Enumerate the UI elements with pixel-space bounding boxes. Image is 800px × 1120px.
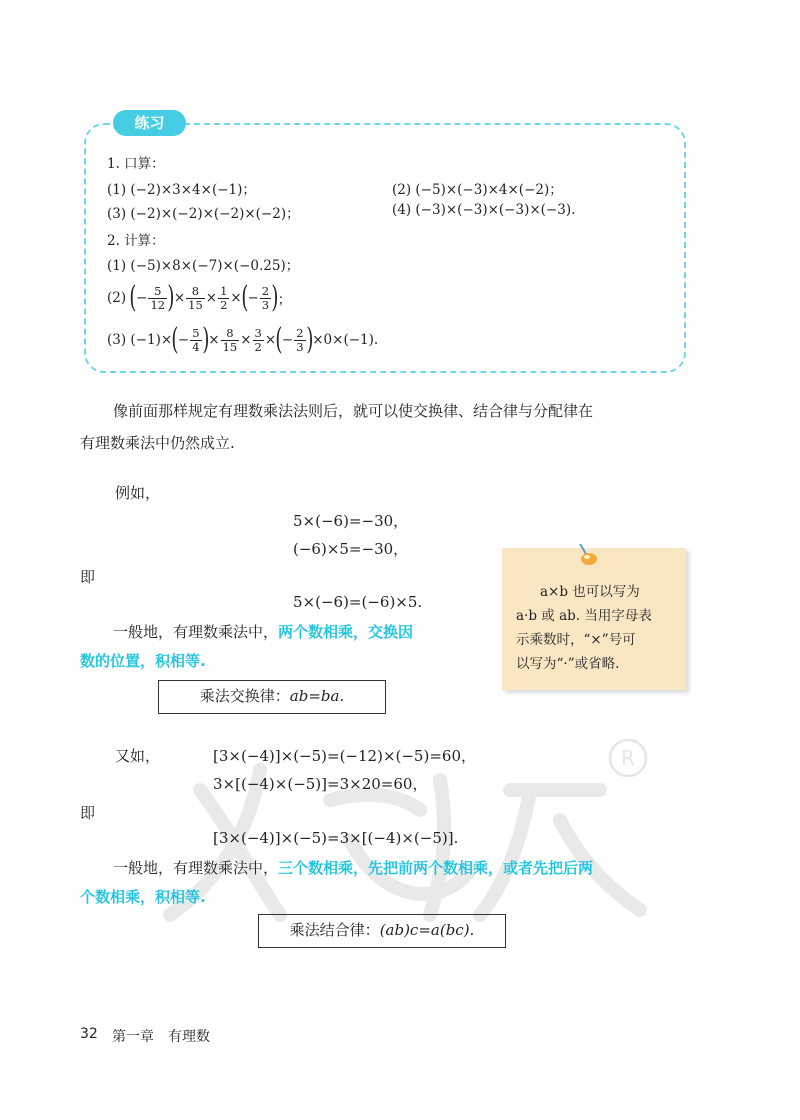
note-line: 以写为“·”或省略. (516, 656, 620, 672)
associative-law-box: 乘法结合律：(ab)c=a(bc). (258, 914, 506, 948)
fraction: $\frac{5}{12}$ (150, 284, 166, 312)
example-label: 又如， (115, 747, 161, 765)
q1-item-1: (1) (−2)×3×4×(−1)； (107, 182, 256, 198)
equation: 5×(−6)=(−6)×5. (293, 593, 423, 611)
equation: 5×(−6)=−30， (293, 512, 409, 530)
equation: [3×(−4)]×(−5)=3×[(−4)×(−5)]. (213, 829, 459, 847)
q2-item-3-number: (3) (107, 332, 127, 348)
q2-item-3: (3) (−1)× ( − $\frac{5}{4}$ ) × $\frac{8}{15}$ × $\frac{3}{2}$ × ( − $\frac{2}{3}$ ) ×0×(−1). (107, 322, 379, 357)
fraction: $\frac{1}{2}$ (220, 284, 228, 312)
ji-label: 即 (80, 804, 96, 822)
q2-item-1: (1) (−5)×8×(−7)×(−0.25)； (107, 258, 300, 274)
highlight-text: 三个数相乘，先把前两个数相乘，或者先把后两 (278, 859, 594, 877)
fraction: $\frac{2}{3}$ (261, 284, 270, 312)
publisher-watermark (140, 700, 660, 930)
note-line: a×b 也可以写为 (540, 584, 640, 600)
note-line: 示乘数时，“×”号可 (516, 632, 636, 648)
q1-label: 1. 口算： (107, 156, 165, 172)
svg-text:R: R (621, 746, 635, 770)
chapter-title: 有理数 (168, 1029, 210, 1045)
commutative-law-box: 乘法交换律：ab=ba. (158, 680, 386, 714)
note-line: a·b 或 ab. 当用字母表 (516, 608, 652, 624)
pushpin-icon (572, 540, 602, 570)
example-label: 例如， (115, 484, 161, 502)
fraction: $\frac{2}{3}$ (296, 326, 304, 354)
general-statement: 一般地，有理数乘法中，两个数相乘，交换因 (113, 623, 414, 641)
paragraph-line: 像前面那样规定有理数乘法法则后，就可以使交换律、结合律与分配律在 (113, 402, 594, 420)
paragraph-line: 有理数乘法中仍然成立. (80, 434, 235, 452)
page-number: 32 (80, 1026, 98, 1042)
practice-title: 练习 (113, 110, 186, 136)
q1-item-3: (3) (−2)×(−2)×(−2)×(−2)； (107, 206, 300, 222)
equation: (−6)×5=−30， (293, 540, 409, 558)
fraction: $\frac{3}{2}$ (254, 326, 262, 354)
highlight-text: 个数相乘，积相等. (80, 888, 206, 906)
q1-item-2: (2) (−5)×(−3)×4×(−2)； (392, 182, 563, 198)
q2-item-2-number: (2) (107, 290, 127, 306)
chapter-label: 第一章 (112, 1029, 154, 1045)
q1-item-4: (4) (−3)×(−3)×(−3)×(−3). (392, 202, 576, 218)
fraction: $\frac{8}{15}$ (222, 326, 238, 354)
fraction: $\frac{5}{4}$ (192, 326, 200, 354)
q2-label: 2. 计算： (107, 233, 165, 249)
highlight-text: 数的位置，积相等. (80, 652, 206, 670)
equation: [3×(−4)]×(−5)=(−12)×(−5)=60， (213, 747, 476, 765)
fraction: $\frac{8}{15}$ (188, 284, 203, 312)
equation: 3×[(−4)×(−5)]=3×20=60， (213, 775, 428, 793)
highlight-text: 两个数相乘，交换因 (278, 623, 414, 641)
general-statement: 一般地，有理数乘法中，三个数相乘，先把前两个数相乘，或者先把后两 (113, 859, 594, 877)
ji-label: 即 (80, 568, 96, 586)
q2-item-2: (2) ( − $\frac{5}{12}$ ) × $\frac{8}{15}$ × $\frac{1}{2}$ × ( − $\frac{2}{3}$ ) ； (107, 280, 292, 315)
